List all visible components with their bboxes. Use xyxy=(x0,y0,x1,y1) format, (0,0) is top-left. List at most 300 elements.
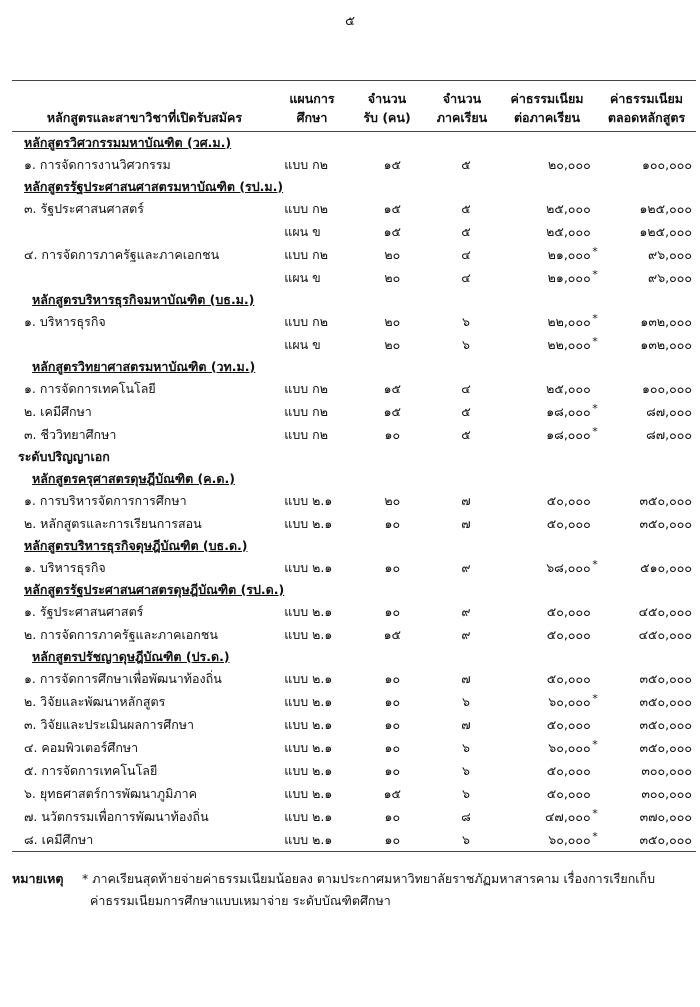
total-fee-cell xyxy=(599,830,696,850)
total-fee-cell xyxy=(599,402,696,422)
table-header xyxy=(12,81,696,132)
plan-cell-text: แบบ ๒.๑ xyxy=(284,716,333,732)
table-bottom-rule xyxy=(12,851,696,852)
header-total-line1: ค่าธรรมเนียม xyxy=(609,91,684,106)
plan-cell-text: แบบ ๒.๑ xyxy=(284,831,333,847)
course-name-cell-text: ๑. บริหารธุรกิจ xyxy=(24,313,106,329)
plan-cell xyxy=(284,669,353,689)
total-fee-cell-text: ๓๕๐,๐๐๐ xyxy=(639,831,692,847)
seats-cell xyxy=(353,402,432,422)
fee-cell-text: ๖๘,๐๐๐ xyxy=(546,559,591,575)
header-semesters-line1: จำนวน xyxy=(442,91,482,106)
plan-cell xyxy=(284,625,353,645)
course-name-cell xyxy=(12,425,284,445)
seats-cell xyxy=(353,692,432,712)
fee-cell xyxy=(500,199,598,219)
seats-cell xyxy=(353,514,432,534)
table-row xyxy=(12,197,696,220)
plan-cell-text: แบบ ก๒ xyxy=(284,246,328,262)
course-name-cell-text: ๔. คอมพิวเตอร์ศึกษา xyxy=(24,739,139,755)
fee-cell xyxy=(500,807,598,827)
fee-cell-text: ๒๕,๐๐๐ xyxy=(546,223,591,239)
fee-cell xyxy=(500,715,598,735)
course-name-cell-text: ๗. นวัตกรรมเพื่อการพัฒนาท้องถิ่น xyxy=(24,808,209,824)
plan-cell xyxy=(284,807,353,827)
table-row xyxy=(12,400,696,423)
plan-cell xyxy=(284,199,353,219)
fee-cell xyxy=(500,379,598,399)
fee-cell-text: ๑๘,๐๐๐ xyxy=(546,426,591,442)
seats-cell-text: ๒๐ xyxy=(384,313,401,329)
semesters-cell xyxy=(432,761,501,781)
seats-cell xyxy=(353,602,432,622)
semesters-cell xyxy=(432,692,501,712)
course-name-cell xyxy=(12,199,284,219)
fee-cell-text: ๖๐,๐๐๐ xyxy=(548,693,591,709)
course-name-cell xyxy=(12,155,284,175)
total-fee-cell-text: ๔๕๐,๐๐๐ xyxy=(638,603,692,619)
semesters-cell-text: ๖ xyxy=(462,313,470,329)
table-row xyxy=(12,423,696,446)
header-fee-line1: ค่าธรรมเนียม xyxy=(510,91,584,106)
course-name-cell xyxy=(12,245,284,265)
course-name-cell-text: ๑. การจัดการงานวิศวกรรม xyxy=(24,156,171,172)
plan-cell xyxy=(284,312,353,332)
semesters-cell-text: ๖ xyxy=(462,785,470,801)
footnote-marker: * xyxy=(592,311,598,325)
total-fee-cell xyxy=(599,625,696,645)
table-row xyxy=(12,690,696,713)
fee-cell-text: ๔๗,๐๐๐ xyxy=(544,808,591,824)
page-number: ๕ xyxy=(345,14,355,29)
total-fee-cell xyxy=(599,761,696,781)
total-fee-cell-text: ๘๗,๐๐๐ xyxy=(646,403,692,419)
seats-cell-text: ๑๐ xyxy=(384,670,401,686)
total-fee-cell-text: ๙๖,๐๐๐ xyxy=(648,246,692,262)
semesters-cell xyxy=(432,425,501,445)
seats-cell xyxy=(353,784,432,804)
table-row xyxy=(12,153,696,176)
seats-cell-text: ๑๕ xyxy=(383,223,401,239)
seats-cell xyxy=(353,715,432,735)
plan-cell-text: แบบ ๒.๑ xyxy=(284,670,333,686)
seats-cell xyxy=(353,245,432,265)
semesters-cell xyxy=(432,807,501,827)
course-name-cell xyxy=(12,807,284,827)
footnote-marker: * xyxy=(592,401,598,415)
course-name-cell-text: ๑. บริหารธุรกิจ xyxy=(24,559,106,575)
plan-cell-text: แบบ ก๒ xyxy=(284,313,328,329)
footnote-line1 xyxy=(12,868,696,890)
table-row xyxy=(12,489,696,512)
total-fee-cell xyxy=(599,807,696,827)
seats-cell-text: ๑๐ xyxy=(384,716,401,732)
footnote-marker: * xyxy=(592,244,598,258)
course-name-cell xyxy=(12,715,284,735)
semesters-cell xyxy=(432,784,501,804)
semesters-cell xyxy=(432,738,501,758)
seats-cell-text: ๑๐ xyxy=(384,603,401,619)
plan-cell xyxy=(284,491,353,511)
fee-cell-text: ๒๒,๐๐๐ xyxy=(547,313,591,329)
header-plan-line1: แผนการ xyxy=(289,91,335,106)
total-fee-cell-text: ๓๕๐,๐๐๐ xyxy=(639,492,692,508)
plan-cell xyxy=(284,558,353,578)
fee-cell xyxy=(500,245,598,265)
plan-cell-text: แบบ ๒.๑ xyxy=(284,515,333,531)
semesters-cell xyxy=(432,625,501,645)
header-fee-total xyxy=(597,81,696,131)
total-fee-cell-text: ๓๗๐,๐๐๐ xyxy=(639,808,692,824)
semesters-cell xyxy=(432,245,501,265)
header-plan-line2: ศึกษา xyxy=(296,110,328,125)
course-name-cell-text: ๒. การจัดการภาครัฐและภาคเอกชน xyxy=(24,626,218,642)
course-name-cell xyxy=(12,379,284,399)
fee-cell xyxy=(500,784,598,804)
fee-cell-text: ๕๐,๐๐๐ xyxy=(546,670,591,686)
footnote-marker: * xyxy=(592,334,598,348)
fee-cell xyxy=(500,425,598,445)
footnote-marker: * xyxy=(592,829,598,843)
seats-cell xyxy=(353,738,432,758)
course-name-cell-text: ๖. ยุทธศาสตร์การพัฒนาภูมิภาค xyxy=(24,785,197,801)
seats-cell-text: ๒๐ xyxy=(384,246,401,262)
seats-cell xyxy=(353,268,432,288)
total-fee-cell-text: ๑๓๒,๐๐๐ xyxy=(640,336,692,352)
seats-cell-text: ๒๐ xyxy=(384,336,401,352)
header-program-label: หลักสูตรและสาขาวิชาที่เปิดรับสมัคร xyxy=(46,110,243,125)
seats-cell-text: ๑๕ xyxy=(383,156,401,172)
semesters-cell-text: ๔ xyxy=(461,380,471,396)
total-fee-cell-text: ๘๗,๐๐๐ xyxy=(646,426,692,442)
total-fee-cell-text: ๓๕๐,๐๐๐ xyxy=(639,693,692,709)
table-row xyxy=(12,828,696,851)
semesters-cell xyxy=(432,379,501,399)
seats-cell-text: ๑๐ xyxy=(384,559,401,575)
course-name-cell xyxy=(12,402,284,422)
fee-cell xyxy=(500,312,598,332)
header-fee-per-semester xyxy=(497,81,597,131)
fee-cell-text: ๕๐,๐๐๐ xyxy=(546,515,591,531)
course-name-cell-text: ๓. วิจัยและประเมินผลการศึกษา xyxy=(24,716,195,732)
total-fee-cell-text: ๓๐๐,๐๐๐ xyxy=(641,762,692,778)
fee-cell xyxy=(500,738,598,758)
plan-cell xyxy=(284,692,353,712)
header-total-line2: ตลอดหลักสูตร xyxy=(607,110,686,125)
header-seats-line2: รับ (คน) xyxy=(363,110,411,125)
semesters-cell xyxy=(432,402,501,422)
plan-cell xyxy=(284,830,353,850)
table-row xyxy=(12,736,696,759)
seats-cell xyxy=(353,379,432,399)
course-name-cell xyxy=(12,784,284,804)
table-row xyxy=(12,333,696,356)
program-heading: หลักสูตรบริหารธุรกิจดุษฎีบัณฑิต (บธ.ด.) xyxy=(24,537,248,553)
seats-cell-text: ๑๕ xyxy=(383,626,401,642)
plan-cell-text: แบบ ๒.๑ xyxy=(284,626,333,642)
seats-cell-text: ๑๕ xyxy=(383,785,401,801)
plan-cell-text: แบบ ๒.๑ xyxy=(284,739,333,755)
plan-cell xyxy=(284,402,353,422)
program-heading: หลักสูตรรัฐประศาสนศาสตรมหาบัณฑิต (รป.ม.) xyxy=(24,178,284,194)
plan-cell-text: แผน ข xyxy=(284,269,321,285)
seats-cell xyxy=(353,425,432,445)
plan-cell xyxy=(284,602,353,622)
fee-cell xyxy=(500,830,598,850)
seats-cell-text: ๑๕ xyxy=(383,403,401,419)
fee-cell xyxy=(500,491,598,511)
course-name-cell xyxy=(12,558,284,578)
header-seats-line1: จำนวน xyxy=(367,91,407,106)
semesters-cell-text: ๗ xyxy=(461,492,471,508)
course-name-cell xyxy=(12,830,284,850)
table-row xyxy=(12,759,696,782)
seats-cell xyxy=(353,199,432,219)
program-heading: หลักสูตรวิทยาศาสตรมหาบัณฑิต (วท.ม.) xyxy=(32,358,256,374)
plan-cell-text: แบบ ๒.๑ xyxy=(284,808,333,824)
fee-cell xyxy=(500,514,598,534)
total-fee-cell-text: ๔๕๐,๐๐๐ xyxy=(638,626,692,642)
course-name-cell xyxy=(12,514,284,534)
total-fee-cell-text: ๙๖,๐๐๐ xyxy=(648,269,692,285)
table-row xyxy=(12,310,696,333)
table-row xyxy=(12,623,696,646)
total-fee-cell-text: ๓๕๐,๐๐๐ xyxy=(639,739,692,755)
course-name-cell xyxy=(12,491,284,511)
table-row xyxy=(12,805,696,828)
seats-cell-text: ๑๕ xyxy=(383,200,401,216)
seats-cell-text: ๑๐ xyxy=(384,693,401,709)
semesters-cell-text: ๙ xyxy=(461,559,471,575)
footnote-marker: * xyxy=(592,691,598,705)
semesters-cell-text: ๖ xyxy=(462,762,470,778)
footnote-marker: * xyxy=(592,557,598,571)
seats-cell xyxy=(353,625,432,645)
semesters-cell-text: ๖ xyxy=(462,831,470,847)
semesters-cell-text: ๗ xyxy=(461,515,471,531)
plan-cell-text: แบบ ก๒ xyxy=(284,200,328,216)
fee-cell xyxy=(500,268,598,288)
plan-cell-text: แผน ข xyxy=(284,336,321,352)
semesters-cell xyxy=(432,715,501,735)
total-fee-cell xyxy=(599,379,696,399)
plan-cell xyxy=(284,715,353,735)
total-fee-cell xyxy=(599,245,696,265)
course-name-cell-text: ๒. เคมีศึกษา xyxy=(24,403,92,419)
plan-cell xyxy=(284,335,353,355)
footnote xyxy=(12,868,696,912)
plan-cell xyxy=(284,761,353,781)
plan-cell-text: แบบ ๒.๑ xyxy=(284,762,333,778)
seats-cell xyxy=(353,830,432,850)
semesters-cell xyxy=(432,268,501,288)
plan-cell-text: แบบ ๒.๑ xyxy=(284,785,333,801)
plan-cell-text: แบบ ก๒ xyxy=(284,403,328,419)
total-fee-cell-text: ๑๓๒,๐๐๐ xyxy=(640,313,692,329)
course-name-cell-text: ๓. รัฐประศาสนศาสตร์ xyxy=(24,200,145,216)
semesters-cell xyxy=(432,491,501,511)
fee-cell xyxy=(500,625,598,645)
semesters-cell-text: ๔ xyxy=(461,246,471,262)
course-name-cell xyxy=(12,312,284,332)
fee-cell xyxy=(500,692,598,712)
plan-cell xyxy=(284,514,353,534)
total-fee-cell xyxy=(599,268,696,288)
fee-cell-text: ๕๐,๐๐๐ xyxy=(546,492,591,508)
fee-cell xyxy=(500,669,598,689)
table-body xyxy=(12,132,696,851)
plan-cell-text: แบบ ๒.๑ xyxy=(284,492,333,508)
semesters-cell-text: ๙ xyxy=(461,626,471,642)
fee-cell xyxy=(500,222,598,242)
seats-cell xyxy=(353,491,432,511)
table-row xyxy=(12,782,696,805)
seats-cell xyxy=(353,155,432,175)
header-semesters xyxy=(427,81,497,131)
footnote-marker: * xyxy=(592,737,598,751)
semesters-cell-text: ๗ xyxy=(461,670,471,686)
header-program xyxy=(12,81,277,131)
seats-cell xyxy=(353,807,432,827)
seats-cell xyxy=(353,558,432,578)
total-fee-cell-text: ๓๕๐,๐๐๐ xyxy=(639,716,692,732)
course-name-cell-text: ๑. การบริหารจัดการการศึกษา xyxy=(24,492,187,508)
fee-cell xyxy=(500,558,598,578)
plan-cell-text: แบบ ๒.๑ xyxy=(284,603,333,619)
seats-cell-text: ๑๐ xyxy=(384,808,401,824)
fee-cell-text: ๕๐,๐๐๐ xyxy=(546,716,591,732)
course-name-cell-text: ๘. เคมีศึกษา xyxy=(24,831,94,847)
semesters-cell-text: ๘ xyxy=(461,808,471,824)
course-name-cell-text: ๕. การจัดการเทคโนโลยี xyxy=(24,762,158,778)
course-name-cell xyxy=(12,625,284,645)
fee-cell xyxy=(500,155,598,175)
total-fee-cell-text: ๑๐๐,๐๐๐ xyxy=(641,156,692,172)
total-fee-cell-text: ๕๑๐,๐๐๐ xyxy=(640,559,692,575)
course-name-cell xyxy=(12,761,284,781)
semesters-cell-text: ๕ xyxy=(461,223,471,239)
plan-cell-text: แบบ ๒.๑ xyxy=(284,559,333,575)
total-fee-cell xyxy=(599,425,696,445)
seats-cell-text: ๑๐ xyxy=(384,739,401,755)
fee-cell-text: ๕๐,๐๐๐ xyxy=(546,785,591,801)
program-heading: หลักสูตรบริหารธุรกิจมหาบัณฑิต (บธ.ม.) xyxy=(32,291,255,307)
semesters-cell-text: ๕ xyxy=(461,426,471,442)
course-name-cell-text: ๑. รัฐประศาสนศาสตร์ xyxy=(24,603,144,619)
seats-cell-text: ๑๕ xyxy=(383,380,401,396)
semesters-cell xyxy=(432,602,501,622)
semesters-cell xyxy=(432,312,501,332)
header-fee-line2: ต่อภาคเรียน xyxy=(513,110,581,125)
semesters-cell-text: ๗ xyxy=(461,716,471,732)
header-seats xyxy=(347,81,427,131)
program-heading: หลักสูตรวิศวกรรมมหาบัณฑิต (วศ.ม.) xyxy=(24,134,232,150)
fee-cell-text: ๒๐,๐๐๐ xyxy=(547,156,591,172)
semesters-cell-text: ๔ xyxy=(461,269,471,285)
seats-cell-text: ๒๐ xyxy=(384,269,401,285)
table-row xyxy=(12,600,696,623)
plan-cell xyxy=(284,738,353,758)
seats-cell-text: ๑๐ xyxy=(384,426,401,442)
fee-cell xyxy=(500,335,598,355)
total-fee-cell-text: ๑๒๕,๐๐๐ xyxy=(639,223,692,239)
semesters-cell-text: ๕ xyxy=(461,156,471,172)
plan-cell xyxy=(284,155,353,175)
program-heading: หลักสูตรครุศาสตรดุษฎีบัณฑิต (ค.ด.) xyxy=(32,470,235,486)
table-row xyxy=(12,266,696,289)
semesters-cell xyxy=(432,155,501,175)
total-fee-cell xyxy=(599,155,696,175)
plan-cell-text: แบบ ก๒ xyxy=(284,380,328,396)
fee-cell-text: ๑๘,๐๐๐ xyxy=(546,403,591,419)
fee-cell xyxy=(500,402,598,422)
course-name-cell-text: ๒. วิจัยและพัฒนาหลักสูตร xyxy=(24,693,166,709)
fee-table xyxy=(12,80,696,852)
semesters-cell xyxy=(432,669,501,689)
semesters-cell xyxy=(432,222,501,242)
program-heading: หลักสูตรรัฐประศาสนศาสตรดุษฎีบัณฑิต (รป.ด.) xyxy=(24,581,285,597)
footnote-marker: * xyxy=(592,806,598,820)
total-fee-cell-text: ๓๐๐,๐๐๐ xyxy=(641,785,692,801)
total-fee-cell-text: ๑๐๐,๐๐๐ xyxy=(641,380,692,396)
total-fee-cell xyxy=(599,514,696,534)
total-fee-cell xyxy=(599,222,696,242)
table-row xyxy=(12,220,696,243)
footnote-marker: * xyxy=(592,424,598,438)
plan-cell xyxy=(284,222,353,242)
semesters-cell-text: ๖ xyxy=(462,693,470,709)
plan-cell xyxy=(284,245,353,265)
plan-cell-text: แบบ ก๒ xyxy=(284,426,328,442)
fee-cell-text: ๖๐,๐๐๐ xyxy=(548,739,591,755)
semesters-cell-text: ๕ xyxy=(461,403,471,419)
seats-cell xyxy=(353,761,432,781)
program-heading: หลักสูตรปรัชญาดุษฎีบัณฑิต (ปร.ด.) xyxy=(32,648,230,664)
table-row xyxy=(12,556,696,579)
plan-cell xyxy=(284,784,353,804)
fee-cell xyxy=(500,602,598,622)
total-fee-cell-text: ๑๒๕,๐๐๐ xyxy=(639,200,692,216)
seats-cell xyxy=(353,669,432,689)
seats-cell xyxy=(353,335,432,355)
semesters-cell-text: ๕ xyxy=(461,200,471,216)
total-fee-cell xyxy=(599,199,696,219)
fee-cell-text: ๖๐,๐๐๐ xyxy=(548,831,591,847)
semesters-cell xyxy=(432,335,501,355)
seats-cell-text: ๑๐ xyxy=(384,831,401,847)
semesters-cell-text: ๖ xyxy=(462,336,470,352)
seats-cell xyxy=(353,222,432,242)
course-name-cell-text: ๒. หลักสูตรและการเรียนการสอน xyxy=(24,515,202,531)
table-row xyxy=(12,667,696,690)
course-name-cell-text: ๔. การจัดการภาครัฐและภาคเอกชน xyxy=(24,246,220,262)
plan-cell-text: แบบ ๒.๑ xyxy=(284,693,333,709)
fee-cell-text: ๒๒,๐๐๐ xyxy=(547,336,591,352)
semesters-cell xyxy=(432,199,501,219)
total-fee-cell-text: ๓๕๐,๐๐๐ xyxy=(639,670,692,686)
table-row xyxy=(12,377,696,400)
fee-cell-text: ๕๐,๐๐๐ xyxy=(546,762,591,778)
footnote-line2: ค่าธรรมเนียมการศึกษาแบบเหมาจ่าย ระดับบัณฑิตศึกษา xyxy=(90,893,391,908)
total-fee-cell xyxy=(599,715,696,735)
course-name-cell-text: ๓. ชีววิทยาศึกษา xyxy=(24,426,117,442)
plan-cell xyxy=(284,268,353,288)
fee-cell-text: ๒๑,๐๐๐ xyxy=(547,246,591,262)
total-fee-cell xyxy=(599,558,696,578)
table-row xyxy=(12,713,696,736)
semesters-cell-text: ๖ xyxy=(462,739,470,755)
degree-level-heading: ระดับปริญญาเอก xyxy=(18,449,110,464)
